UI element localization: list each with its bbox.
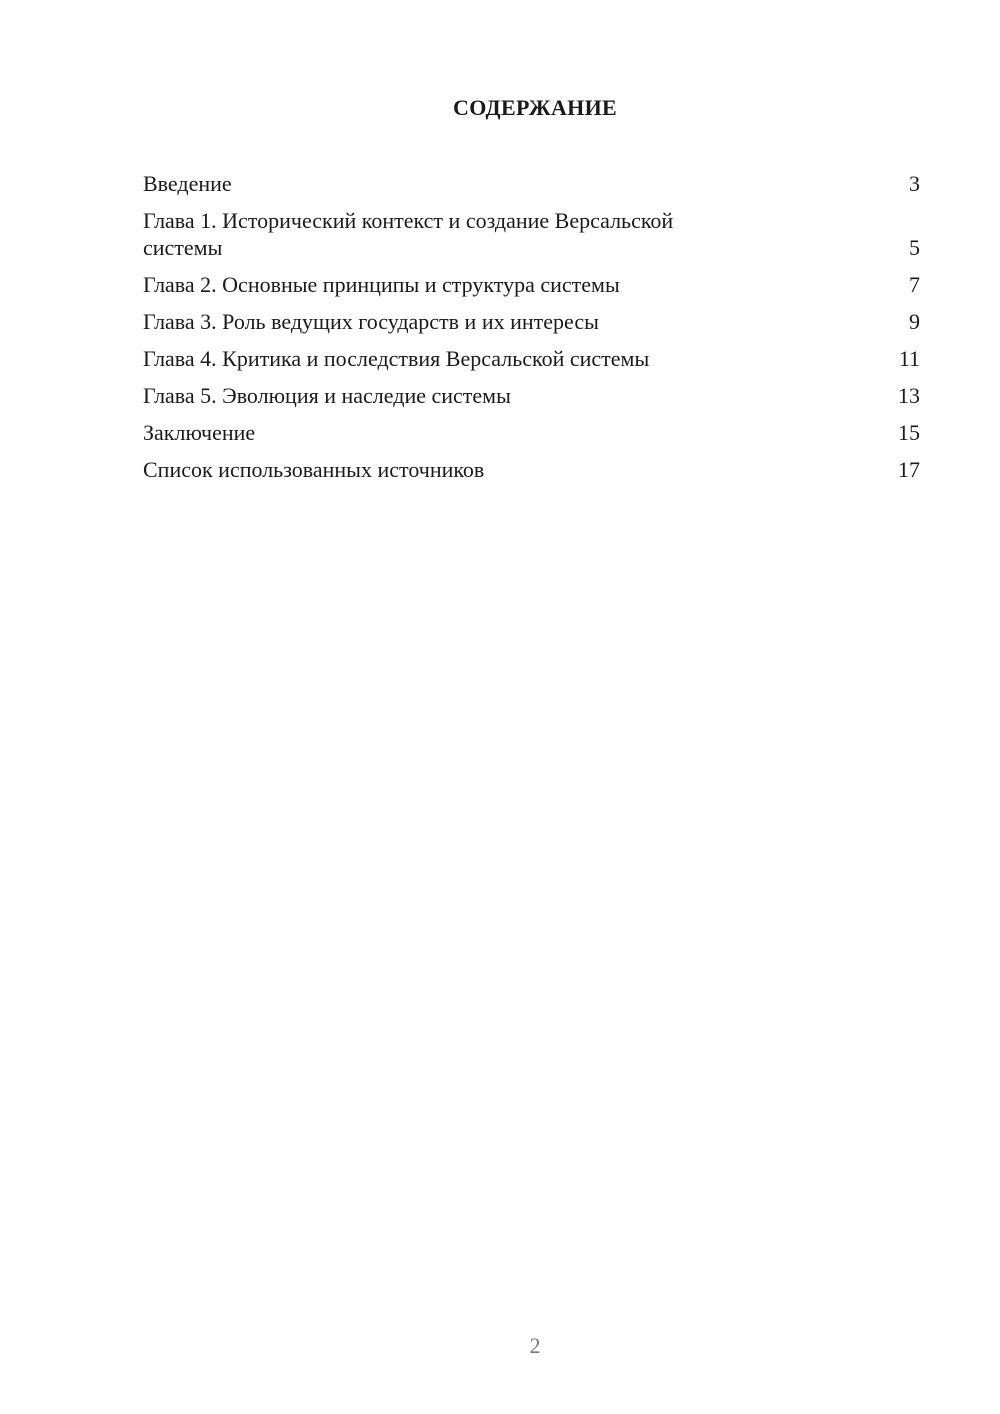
toc-entry-title: Список использованных источников xyxy=(143,457,485,482)
toc-entry-chapter-2 xyxy=(143,271,920,298)
table-of-contents xyxy=(143,170,920,493)
toc-entry-page: 13 xyxy=(898,383,920,408)
toc-entry-title: Глава 4. Критика и последствия Версальской системы xyxy=(143,346,650,371)
toc-entry-chapter-3 xyxy=(143,308,920,335)
toc-entry-page: 9 xyxy=(909,309,920,334)
toc-heading: СОДЕРЖАНИЕ xyxy=(453,95,617,120)
toc-entry-title: Глава 3. Роль ведущих государств и их интересы xyxy=(143,309,599,334)
toc-entry-title: Глава 2. Основные принципы и структура системы xyxy=(143,272,620,297)
toc-entry-conclusion xyxy=(143,419,920,446)
toc-entry-page: 17 xyxy=(898,457,920,482)
toc-entry-page: 5 xyxy=(909,235,920,260)
toc-entry-chapter-5 xyxy=(143,382,920,409)
toc-entry-introduction xyxy=(143,170,920,197)
toc-entry-title: Глава 1. Исторический контекст и создание Версальской системы xyxy=(143,208,674,260)
toc-entry-page: 7 xyxy=(909,272,920,297)
toc-entry-references xyxy=(143,456,920,483)
page-number: 2 xyxy=(529,1333,541,1358)
toc-entry-chapter-4 xyxy=(143,345,920,372)
toc-entry-page: 3 xyxy=(909,171,920,196)
toc-entry-page: 11 xyxy=(898,346,920,371)
toc-entry-title: Введение xyxy=(143,171,232,196)
toc-entry-chapter-1 xyxy=(143,207,920,261)
toc-entry-page: 15 xyxy=(898,420,920,445)
toc-entry-title: Заключение xyxy=(143,420,256,445)
toc-entry-title: Глава 5. Эволюция и наследие системы xyxy=(143,383,511,408)
